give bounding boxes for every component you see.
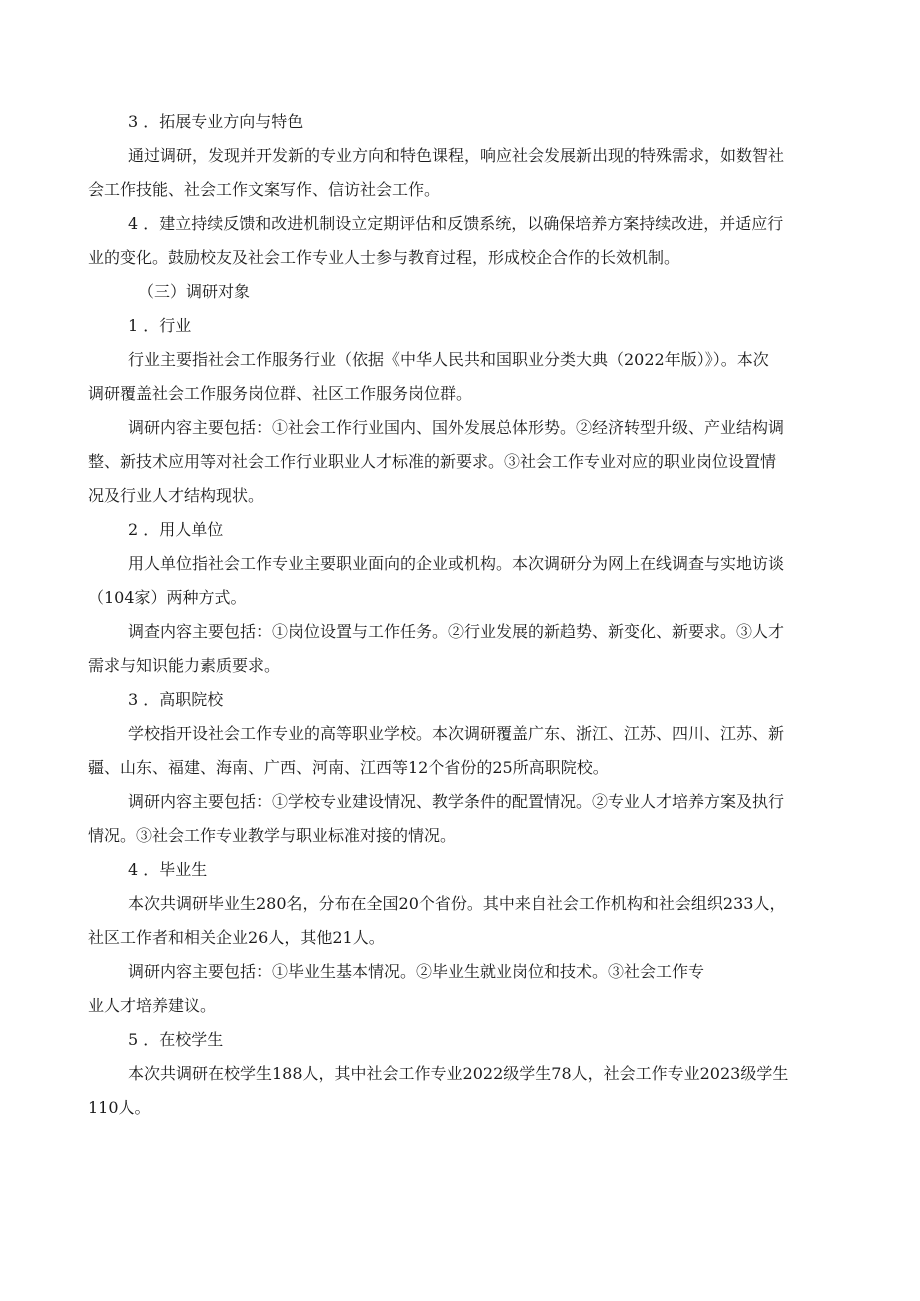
paragraph-line: 调查内容主要包括：①岗位设置与工作任务。②行业发展的新趋势、新变化、新要求。③人才 [128, 622, 785, 641]
paragraph-line: 110人。 [88, 1098, 151, 1117]
paragraph-line: 本次共调研在校学生188人，其中社会工作专业2022级学生78人，社会工作专业2023级学生 [128, 1064, 789, 1083]
paragraph-line: 调研覆盖社会工作服务岗位群、社区工作服务岗位群。 [88, 384, 473, 403]
subsection-heading: 1 ．行业 [128, 316, 192, 335]
paragraph-line: 情况。③社会工作专业教学与职业标准对接的情况。 [88, 826, 457, 845]
paragraph-line: 会工作技能、社会工作文案写作、信访社会工作。 [88, 180, 441, 199]
subsection-heading: 3 ．高职院校 [128, 690, 224, 709]
paragraph-line: 调研内容主要包括：①社会工作行业国内、国外发展总体形势。②经济转型升级、产业结构调 [128, 418, 785, 437]
paragraph-line: 业的变化。鼓励校友及社会工作专业人士参与教育过程，形成校企合作的长效机制。 [88, 248, 681, 267]
subsection-heading: 2 ．用人单位 [128, 520, 224, 539]
paragraph-line: 疆、山东、福建、海南、广西、河南、江西等12个省份的25所高职院校。 [88, 758, 609, 777]
paragraph-line: 业人才培养建议。 [88, 996, 217, 1015]
paragraph-line: 调研内容主要包括：①学校专业建设情况、教学条件的配置情况。②专业人才培养方案及执行 [128, 792, 785, 811]
paragraph-line: 整、新技术应用等对社会工作行业职业人才标准的新要求。③社会工作专业对应的职业岗位设置情 [88, 452, 777, 471]
paragraph-line: 需求与知识能力素质要求。 [88, 656, 281, 675]
paragraph-line: （104家）两种方式。 [88, 588, 247, 607]
paragraph-line: 社区工作者和相关企业26人，其他21人。 [88, 928, 385, 947]
paragraph-line: 况及行业人才结构现状。 [88, 486, 265, 505]
paragraph-line: 调研内容主要包括：①毕业生基本情况。②毕业生就业岗位和技术。③社会工作专 [128, 962, 705, 981]
subsection-heading: 4 ．毕业生 [128, 860, 208, 879]
paragraph-line: 用人单位指社会工作专业主要职业面向的企业或机构。本次调研分为网上在线调查与实地访谈 [128, 554, 785, 573]
paragraph-line: 学校指开设社会工作专业的高等职业学校。本次调研覆盖广东、浙江、江苏、四川、江苏、新 [128, 724, 785, 743]
section-heading: 3 ．拓展专业方向与特色 [128, 112, 304, 131]
subsection-heading: 5 ．在校学生 [128, 1030, 224, 1049]
section-title: （三）调研对象 [138, 282, 251, 301]
paragraph-line: 本次共调研毕业生280名，分布在全国20个省份。其中来自社会工作机构和社会组织233人， [128, 894, 786, 913]
paragraph-line: 行业主要指社会工作服务行业（依据《中华人民共和国职业分类大典（2022年版）》）。本次 [128, 350, 769, 369]
paragraph-line: 通过调研，发现并开发新的专业方向和特色课程，响应社会发展新出现的特殊需求，如数智社 [128, 146, 785, 165]
paragraph-line: 4 ．建立持续反馈和改进机制设立定期评估和反馈系统，以确保培养方案持续改进，并适应行 [128, 214, 784, 233]
